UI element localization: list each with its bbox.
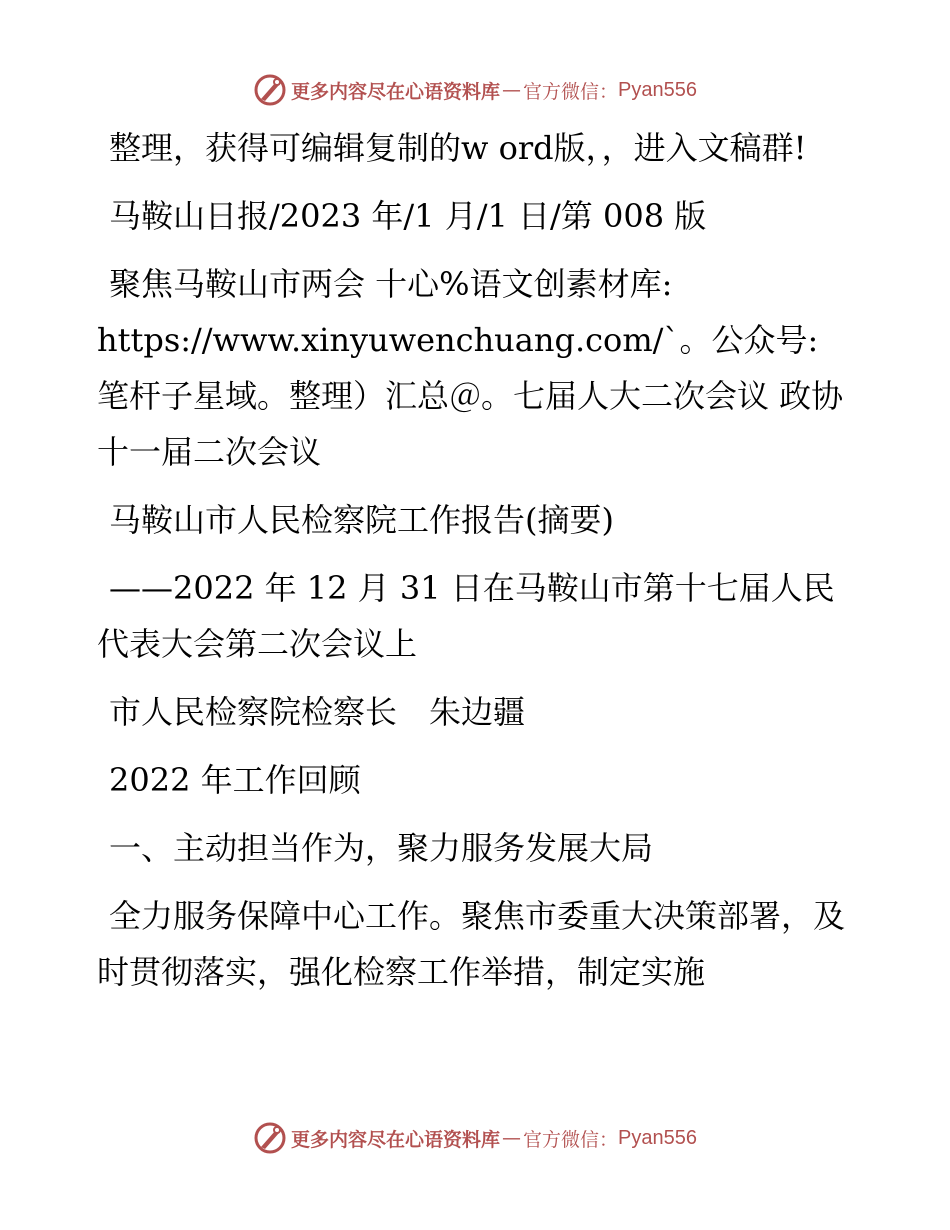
watermark-official-label: 官方微信： xyxy=(523,1128,619,1151)
watermark-wechat-id: Pyan556 xyxy=(618,1126,697,1149)
watermark-dash: — xyxy=(502,1127,522,1149)
section-heading-review: 2022 年工作回顾 xyxy=(109,761,361,799)
watermark-site-name: 更多内容尽在心语资料库 xyxy=(291,80,501,103)
pen-logo-icon xyxy=(253,1121,287,1155)
body-paragraph: 全力服务保障中心工作。聚焦市委重大决策部署，及时贯彻落实，强化检察工作举措，制定实施 xyxy=(97,897,846,991)
pen-logo-icon xyxy=(253,73,287,107)
document-body xyxy=(97,120,857,1012)
source-url-paragraph: https://www.xinyuwenchuang.com/`。公众号: 笔杆子星域。整理）汇总＠。七届人大二次会议 政协十一届二次会议 xyxy=(97,321,844,471)
watermark-official-label: 官方微信： xyxy=(523,80,619,103)
report-author: 市人民检察院检察长 朱边疆 xyxy=(109,693,526,731)
newspaper-source-line: 马鞍山日报/2023 年/1 月/1 日/第 008 版 xyxy=(109,197,707,235)
footer-watermark xyxy=(0,1116,950,1160)
report-subtitle: ——2022 年 12 月 31 日在马鞍山市第十七届人民代表大会第二次会议上 xyxy=(97,569,835,663)
watermark-wechat-id: Pyan556 xyxy=(618,78,697,101)
focus-heading: 聚焦马鞍山市两会 十心%语文创素材库: xyxy=(109,265,673,303)
watermark-dash: — xyxy=(502,79,522,101)
report-title: 马鞍山市人民检察院工作报告(摘要) xyxy=(109,501,614,539)
watermark-site-name: 更多内容尽在心语资料库 xyxy=(291,1128,501,1151)
section-heading-one: 一、主动担当作为，聚力服务发展大局 xyxy=(109,829,654,867)
intro-paragraph: 整理，获得可编辑复制的w ord版，，进入文稿群! xyxy=(109,129,807,167)
header-watermark xyxy=(0,68,950,112)
